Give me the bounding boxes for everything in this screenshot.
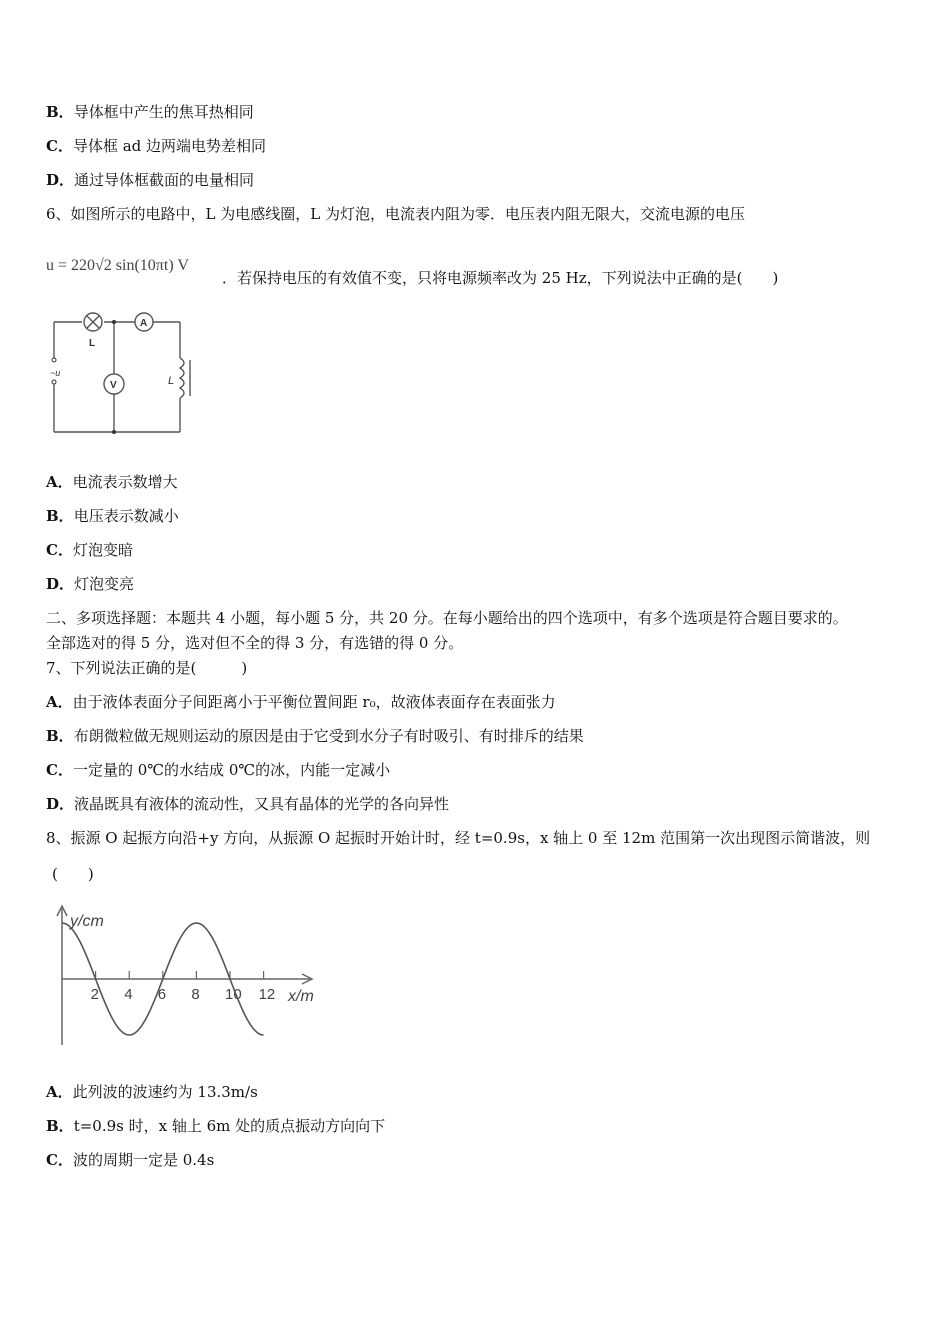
circuit-voltmeter-label: V (110, 380, 117, 391)
q8-wave-chart (40, 900, 340, 1050)
x-tick-label: 10 (225, 986, 242, 1003)
q7-option-d: D．液晶既具有液体的流动性，又具有晶体的光学的各向异性 (46, 795, 450, 813)
y-axis-label: y/cm (70, 913, 104, 930)
x-tick-label: 12 (258, 986, 276, 1003)
q7-stem: 7、下列说法正确的是( ) (46, 659, 248, 677)
circuit-lamp-label: L (89, 338, 96, 349)
q6-stem-line2: ．若保持电压的有效值不变，只将电源频率改为 25 Hz，下列说法中正确的是( ) (222, 269, 779, 287)
circuit-source-label: ~u (50, 368, 61, 378)
x-tick-label: 4 (124, 986, 133, 1003)
q8-paren: ( ) (52, 865, 94, 883)
section2-line1: 二、多项选择题：本题共 4 小题，每小题 5 分，共 20 分。在每小题给出的四个选项中，有多个选项是符合题目要求的。 (46, 609, 848, 627)
q6-formula: u = 220√2 sin(10πt) V (46, 257, 189, 274)
q8-option-c: C．波的周期一定是 0.4s (46, 1151, 215, 1169)
x-tick-label: 2 (90, 986, 99, 1003)
q7-option-b: B．布朗微粒做无规则运动的原因是由于它受到水分子有时吸引、有时排斥的结果 (46, 727, 584, 745)
q8-option-b: B．t=0.9s 时，x 轴上 6m 处的质点振动方向向下 (46, 1117, 386, 1135)
q6-option-a: A．电流表示数增大 (46, 473, 178, 491)
x-tick-label: 8 (191, 986, 200, 1003)
x-axis-label: x/m (288, 988, 314, 1005)
q6-circuit-diagram (44, 310, 194, 440)
q6-option-b: B．电压表示数减小 (46, 507, 179, 525)
q8-stem: 8、振源 O 起振方向沿+y 方向，从振源 O 起振时开始计时，经 t=0.9s，x 轴上 0 至 12m 范围第一次出现图示简谐波，则 (46, 829, 871, 847)
x-tick-label: 6 (157, 986, 167, 1003)
q7-option-a: A．由于液体表面分子间距离小于平衡位置间距 r₀，故液体表面存在表面张力 (46, 693, 556, 711)
q5-option-c: C．导体框 ad 边两端电势差相同 (46, 137, 267, 155)
q5-option-d: D．通过导体框截面的电量相同 (46, 171, 255, 189)
q7-option-c: C．一定量的 0℃的水结成 0℃的冰，内能一定减小 (46, 761, 391, 779)
q6-option-c: C．灯泡变暗 (46, 541, 133, 559)
section2-line2: 全部选对的得 5 分，选对但不全的得 3 分，有选错的得 0 分。 (46, 634, 464, 652)
q6-option-d: D．灯泡变亮 (46, 575, 135, 593)
q5-option-b: B．导体框中产生的焦耳热相同 (46, 103, 254, 121)
q8-option-a: A．此列波的波速约为 13.3m/s (46, 1083, 258, 1101)
circuit-inductor-label: L (168, 375, 175, 387)
circuit-ammeter-label: A (140, 318, 148, 329)
q6-stem-line1: 6、如图所示的电路中，L 为电感线圈，L 为灯泡，电流表内阻为零．电压表内阻无限大，交流电源的电压 (46, 205, 746, 223)
